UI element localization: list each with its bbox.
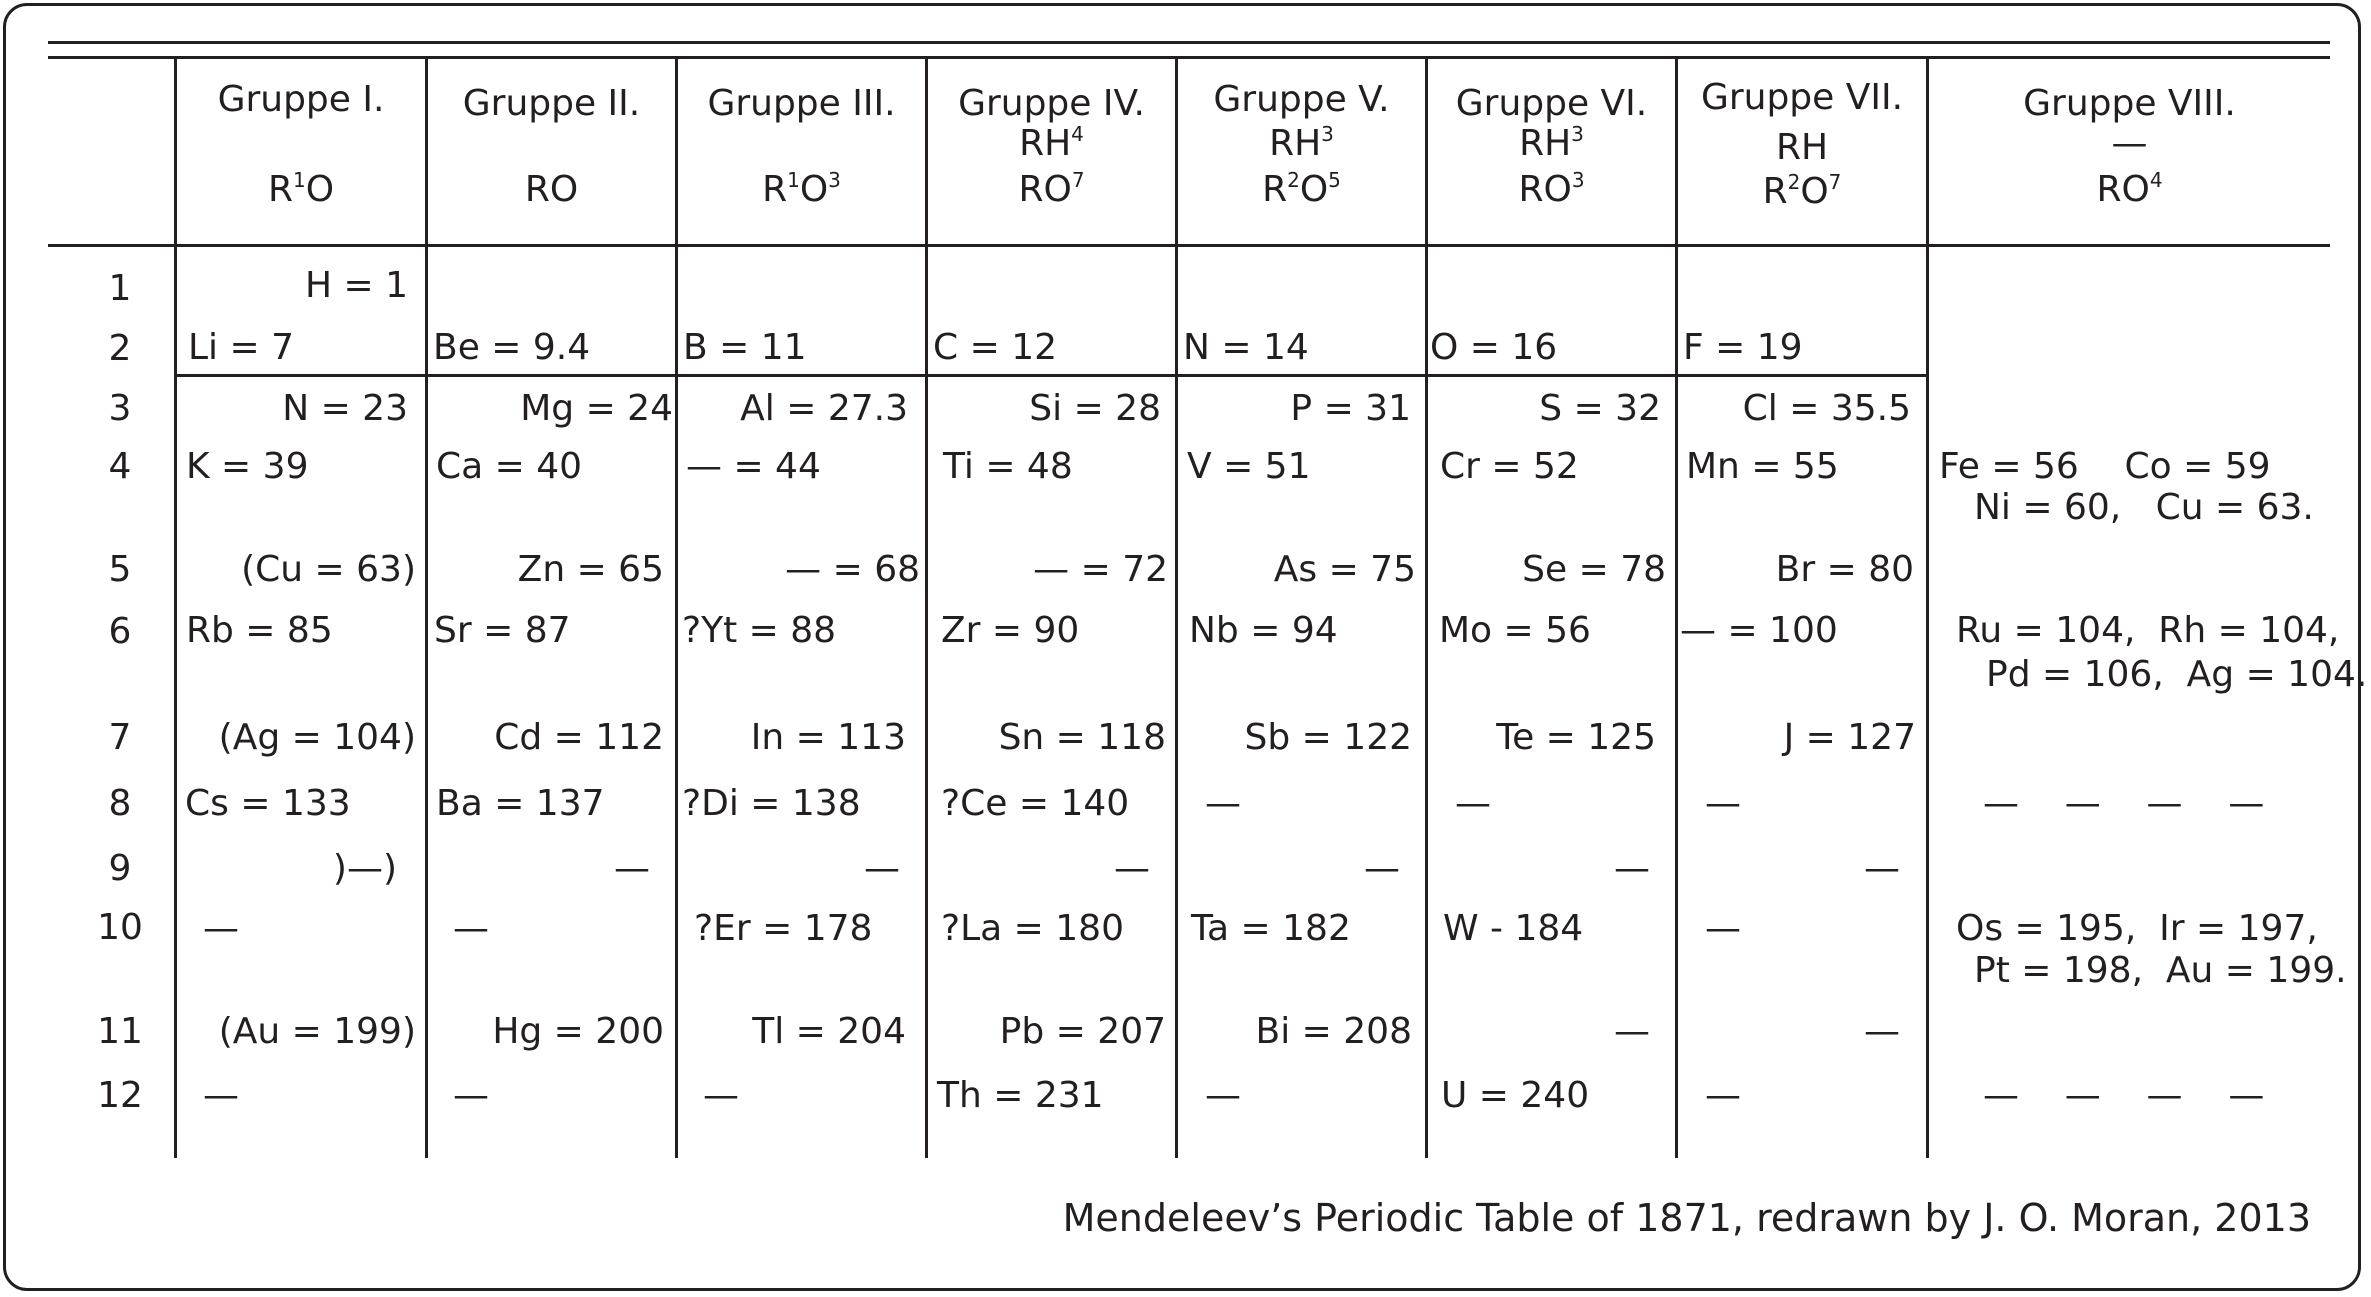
cell-r9-g2: — — [614, 848, 650, 889]
cell-r5-g6: Se = 78 — [1522, 549, 1666, 590]
row-number: 3 — [108, 388, 132, 429]
cell-r8-g6: — — [1455, 783, 1491, 824]
cell-r9-g3: — — [864, 848, 900, 889]
cell-r5-g2: Zn = 65 — [517, 549, 664, 590]
cell-r8-g4: ?Ce = 140 — [941, 783, 1130, 824]
cell-r4-g1: K = 39 — [186, 446, 309, 487]
row-divider-left — [174, 374, 1927, 377]
cell-r11-g2: Hg = 200 — [492, 1011, 664, 1052]
cell-r10-g4: ?La = 180 — [941, 908, 1124, 949]
top-rule-2 — [48, 56, 2330, 59]
header-rule — [48, 244, 2330, 247]
cell-r12-g4: Th = 231 — [937, 1075, 1104, 1116]
col-divider-1 — [174, 56, 177, 1158]
cell-r6-g4: Zr = 90 — [941, 610, 1080, 651]
cell-r11-g4: Pb = 207 — [999, 1011, 1166, 1052]
group-header-4: Gruppe IV. $RH^4$ $RO^7$ — [958, 83, 1145, 210]
cell-r10-g3: ?Er = 178 — [694, 908, 873, 949]
row-number: 12 — [97, 1075, 143, 1116]
col-divider-5 — [1175, 56, 1178, 1158]
cell-r5-g5: As = 75 — [1273, 549, 1416, 590]
cell-r7-g1: (Ag = 104) — [218, 717, 416, 758]
cell-r7-g7: J = 127 — [1783, 717, 1916, 758]
cell-r3-g6: S = 32 — [1539, 388, 1661, 429]
cell-r6-g3: ?Yt = 88 — [682, 610, 837, 651]
cell-r12-g5: — — [1205, 1075, 1241, 1116]
cell-r2-g7: F = 19 — [1683, 327, 1803, 368]
col-divider-3 — [675, 56, 678, 1158]
group-header-8: Gruppe VIII. — $RO^4$ — [2023, 83, 2236, 210]
cell-r8-g5: — — [1205, 783, 1241, 824]
group-header-7: Gruppe VII. RH $R^2O^7$ — [1700, 77, 1904, 212]
group-header-2: Gruppe II. RO — [462, 83, 641, 210]
cell-r2-g4: C = 12 — [933, 327, 1057, 368]
group-header-3: Gruppe III. $R^1O^3$ — [707, 83, 896, 210]
cell-r7-g2: Cd = 112 — [494, 717, 664, 758]
cell-r4-g4: Ti = 48 — [943, 446, 1073, 487]
cell-r12-g1: — — [203, 1075, 239, 1116]
cell-r8-g2: Ba = 137 — [436, 783, 605, 824]
cell-r2-g5: N = 14 — [1183, 327, 1309, 368]
cell-r9-g7: — — [1864, 848, 1900, 889]
cell-r12-g7: — — [1705, 1075, 1741, 1116]
cell-r5-g1: (Cu = 63) — [241, 549, 416, 590]
cell-r11-g3: Tl = 204 — [752, 1011, 906, 1052]
cell-r3-g7: Cl = 35.5 — [1742, 388, 1911, 429]
group-header-6: Gruppe VI. $RH^3$ $RO^3$ — [1455, 83, 1648, 210]
row-number: 11 — [97, 1011, 143, 1052]
cell-r5-g3: — = 68 — [785, 549, 920, 590]
cell-r9-g5: — — [1364, 848, 1400, 889]
cell-r3-g2: Mg = 24 — [520, 388, 673, 429]
cell-r9-g6: — — [1614, 848, 1650, 889]
cell-r6-g5: Nb = 94 — [1189, 610, 1338, 651]
cell-r2-g2: Be = 9.4 — [433, 327, 591, 368]
cell-r4-g8-line2: Ni = 60, Cu = 63. — [1974, 487, 2314, 528]
cell-r6-g7: — = 100 — [1680, 610, 1838, 651]
col-divider-4 — [925, 56, 928, 1158]
cell-r3-g1: N = 23 — [282, 388, 408, 429]
cell-r5-g4: — = 72 — [1033, 549, 1168, 590]
cell-r10-g6: W - 184 — [1443, 908, 1584, 949]
col-divider-2 — [425, 56, 428, 1158]
cell-r8-g8: — — — — — [1983, 783, 2265, 824]
cell-r4-g6: Cr = 52 — [1440, 446, 1579, 487]
group-header-1: Gruppe I. $R^1O$ — [217, 79, 385, 210]
row-number: 8 — [108, 783, 132, 824]
cell-r6-g8-line2: Pd = 106, Ag = 104. — [1986, 654, 2368, 695]
caption: Mendeleev’s Periodic Table of 1871, redrawn by J. O. Moran, 2013 — [1062, 1196, 2311, 1240]
cell-r8-g1: Cs = 133 — [185, 783, 351, 824]
cell-r4-g5: V = 51 — [1187, 446, 1311, 487]
col-divider-7 — [1675, 56, 1678, 1158]
cell-r10-g1: — — [203, 908, 239, 949]
cell-r10-g8-line1: Os = 195, Ir = 197, — [1956, 908, 2318, 949]
cell-r7-g4: Sn = 118 — [998, 717, 1166, 758]
cell-r7-g3: In = 113 — [750, 717, 906, 758]
cell-r3-g3: Al = 27.3 — [740, 388, 908, 429]
cell-r11-g6: — — [1614, 1011, 1650, 1052]
cell-r2-g3: B = 11 — [683, 327, 807, 368]
cell-r4-g7: Mn = 55 — [1686, 446, 1839, 487]
cell-r9-g1: )—) — [332, 848, 397, 889]
row-number: 2 — [108, 328, 132, 369]
cell-r11-g5: Bi = 208 — [1255, 1011, 1412, 1052]
cell-r12-g2: — — [453, 1075, 489, 1116]
row-number: 9 — [108, 848, 132, 889]
cell-r6-g8-line1: Ru = 104, Rh = 104, — [1956, 610, 2340, 651]
cell-r12-g8: — — — — — [1983, 1075, 2265, 1116]
cell-r6-g1: Rb = 85 — [186, 610, 333, 651]
row-number: 4 — [108, 446, 132, 487]
cell-r12-g6: U = 240 — [1441, 1075, 1590, 1116]
cell-r7-g5: Sb = 122 — [1244, 717, 1412, 758]
row-number: 6 — [108, 611, 132, 652]
cell-r10-g5: Ta = 182 — [1191, 908, 1351, 949]
cell-r6-g6: Mo = 56 — [1439, 610, 1591, 651]
cell-r5-g7: Br = 80 — [1775, 549, 1914, 590]
cell-r7-g6: Te = 125 — [1496, 717, 1656, 758]
cell-r4-g2: Ca = 40 — [436, 446, 583, 487]
cell-r9-g4: — — [1114, 848, 1150, 889]
cell-r10-g2: — — [453, 908, 489, 949]
cell-r3-g5: P = 31 — [1290, 388, 1411, 429]
row-number: 10 — [97, 907, 143, 948]
cell-r10-g7: — — [1705, 908, 1741, 949]
group-header-5: Gruppe V. $RH^3$ $R^2O^5$ — [1213, 79, 1390, 210]
cell-r8-g3: ?Di = 138 — [682, 783, 861, 824]
cell-r2-g6: O = 16 — [1430, 327, 1558, 368]
cell-r3-g4: Si = 28 — [1029, 388, 1161, 429]
top-rule-1 — [48, 41, 2330, 44]
cell-r6-g2: Sr = 87 — [434, 610, 571, 651]
cell-r4-g3: — = 44 — [686, 446, 821, 487]
cell-r1-g1: H = 1 — [304, 265, 408, 306]
col-divider-8 — [1926, 56, 1929, 1158]
col-divider-6 — [1425, 56, 1428, 1158]
row-number: 1 — [108, 268, 132, 309]
cell-r2-g1: Li = 7 — [188, 327, 295, 368]
row-number: 7 — [108, 717, 132, 758]
row-number: 5 — [108, 549, 132, 590]
cell-r11-g7: — — [1864, 1011, 1900, 1052]
cell-r10-g8-line2: Pt = 198, Au = 199. — [1974, 950, 2347, 991]
cell-r8-g7: — — [1705, 783, 1741, 824]
cell-r4-g8-line1: Fe = 56 Co = 59 — [1939, 446, 2271, 487]
cell-r11-g1: (Au = 199) — [218, 1011, 416, 1052]
cell-r12-g3: — — [703, 1075, 739, 1116]
